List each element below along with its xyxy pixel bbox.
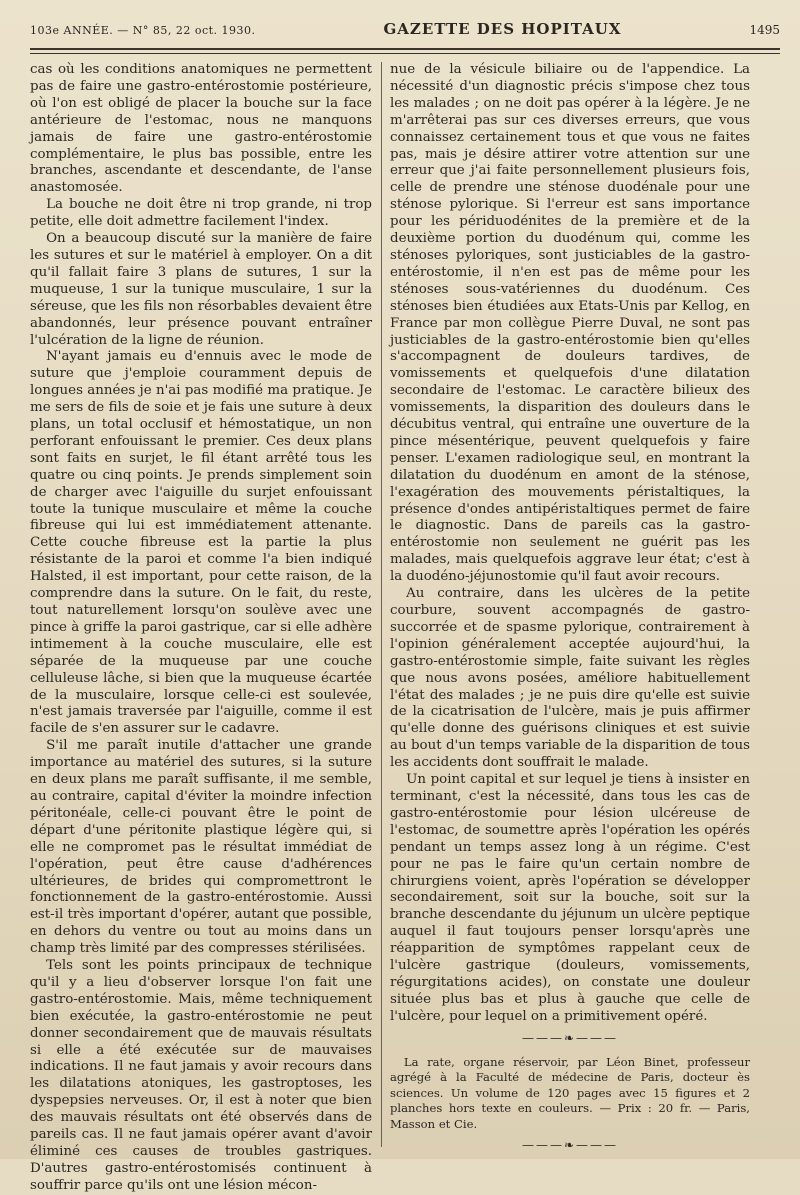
paragraph: Tels sont les points principaux de technique qu'il y a lieu d'observer lorsque l'on fait une gastro-entérostomie. Mais, même techniquement bien exécutée, la gastro-entérostomie ne peut donner secondairement que de mauvais résultats si elle a été exécutée sur de mauvaises indications. Il ne faut jamais y avoir recours dans les dilatations atoniques, les gastroptoses, les dyspepsies nerveuses. Or, il est à noter que bien des mauvais résultats ont été observés dans de pareils cas. Il ne faut jamais opérer avant d'avoir éliminé ces causes de troubles gastriques. D'autres gastro-entérostomisés continuent à souffrir parce qu'ils ont une lésion mécon- (30, 958, 372, 1193)
section-ornament: ———❧——— (521, 1030, 619, 1045)
issue-info: 103e ANNÉE. — N° 85, 22 oct. 1930. (30, 24, 256, 37)
end-ornament: ———❧——— (521, 1137, 619, 1152)
left-column (30, 62, 372, 1195)
page-number: 1495 (749, 23, 780, 37)
paragraph: N'ayant jamais eu d'ennuis avec le mode de suture que j'emploie couramment depuis de longues années je n'ai pas modifié ma pratique. Je me sers de fils de soie et je fais une suture à deux plans, un total occlusif et hémostatique, un non perforant enfouissant le premier. Ces deux plans sont faits en surjet, le fil étant arrêté tous les quatre ou cinq points. Je prends simplement soin de charger avec l'aiguille du surjet enfouissant toute la tunique musculaire et même la couche fibreuse qui lui est immédiatement attenante. Cette couche fibreuse est la partie la plus résistante de la paroi et comme l'a bien indiqué Halsted, il est important, pour cette raison, de la comprendre dans la suture. On le fait, du reste, tout naturellement lorsqu'on soulève avec une pince à griffe la paroi gastrique, car si elle adhère intimement à la couche musculaire, elle est séparée de la muqueuse par une couche celluleuse lâche, si bien que la muqueuse écartée de la musculaire, lorsque celle-ci est soulevée, n'est jamais traversée par l'aiguille, comme il est facile de s'en assurer sur le cadavre. (30, 349, 372, 737)
page-header (30, 20, 780, 46)
paragraph: On a beaucoup discuté sur la manière de faire les sutures et sur le matériel à employer. On a dit qu'il fallait faire 3 plans de sutures, 1 sur la muqueuse, 1 sur la tunique musculaire, 1 sur la séreuse, que les fils non résorbables devaient être abandonnés, leur présence pouvant entraîner l'ulcération de la ligne de réunion. (30, 231, 372, 348)
book-notice: La rate, organe réservoir, par Léon Binet, professeur agrégé à la Faculté de médecine de Paris, docteur ès sciences. Un volume de 120 pages avec 15 figures et 2 planches hors texte en couleurs. — Prix : 20 fr. — Paris, Masson et Cie. (390, 1054, 750, 1131)
column-divider (381, 62, 382, 1147)
header-rule-thin (30, 53, 780, 54)
paragraph: S'il me paraît inutile d'attacher une grande importance au matériel des sutures, si la suture en deux plans me paraît suffisante, il me semble, au contraire, capital d'éviter la moindre infection péritonéale, celle-ci pouvant être le point de départ d'une péritonite plastique légère qui, si elle ne compromet pas le résultat immédiat de l'opération, peut être cause d'adhérences ultérieures, de brides qui compromettront le fonctionnement de la gastro-entérostomie. Aussi est-il très important d'opérer, autant que possible, en dehors du ventre ou tout au moins dans un champ très limité par des compresses stérilisées. (30, 738, 372, 957)
paragraph: nue de la vésicule biliaire ou de l'appendice. La nécessité d'un diagnostic précis s'impose chez tous les malades ; on ne doit pas opérer à la légère. Je ne m'arrêterai pas sur ces diverses erreurs, que vous connaissez certainement tous et que vous ne faites pas, mais je désire attirer votre attention sur une erreur que j'ai faite personnellement plusieurs fois, celle de prendre une sténose duodénale pour une sténose pylorique. Si l'erreur est sans importance pour les périduodénites de la première et de la deuxième portion du duodénum qui, comme les sténoses pyloriques, sont justiciables de la gastro-entérostomie, il n'en est pas de même pour les sténoses sous-vatériennes du duodénum. Ces sténoses bien étudiées aux Etats-Unis par Kellog, en France par mon collègue Pierre Duval, ne sont pas justiciables de la gastro-entérostomie bien qu'elles s'accompagnent de douleurs tardives, de vomissements et quelquefois d'une dilatation secondaire de l'estomac. Le caractère bilieux des vomissements, la disparition des douleurs dans le décubitus ventral, qui entraîne une ouverture de la pince mésentérique, peuvent quelquefois y faire penser. L'examen radiologique seul, en montrant la dilatation du duodénum en amont de la sténose, l'exagération des mouvements péristaltiques, la présence d'ondes antipéristaltiques permet de faire le diagnostic. Dans de pareils cas la gastro-entérostomie non seulement ne guérit pas les malades, mais quelquefois aggrave leur état; c'est à la duodéno-jéjunostomie qu'il faut avoir recours. (390, 62, 750, 585)
journal-title: GAZETTE DES HOPITAUX (383, 20, 622, 38)
header-rule (30, 48, 780, 50)
right-column (390, 62, 750, 1161)
paragraph: Au contraire, dans les ulcères de la petite courbure, souvent accompagnés de gastro-succorrée et de spasme pylorique, contrairement à l'opinion généralement acceptée aujourd'hui, la gastro-entérostomie simple, faite suivant les règles que nous avons posées, améliore habituellement l'état des malades ; je ne puis dire qu'elle est suivie de la cicatrisation de l'ulcère, mais je puis affirmer qu'elle donne des guérisons cliniques et est suivie au bout d'un temps variable de la disparition de tous les accidents dont souffrait le malade. (390, 586, 750, 771)
paragraph: Un point capital et sur lequel je tiens à insister en terminant, c'est la nécessité, dans tous les cas de gastro-entérostomie pour lésion ulcéreuse de l'estomac, de soumettre après l'opération les opérés pendant un temps assez long à un régime. C'est pour ne pas le faire qu'un certain nombre de chirurgiens voient, après l'opération se développer secondairement, soit sur la bouche, soit sur la branche descendante du jéjunum un ulcère peptique auquel il faut toujours penser lorsqu'après une réapparition de symptômes rappelant ceux de l'ulcère gastrique (douleurs, vomissements, régurgitations acides), on constate une douleur située plus bas et plus à gauche que celle de l'ulcère, pour lequel on a primitivement opéré. (390, 772, 750, 1024)
paragraph: La bouche ne doit être ni trop grande, ni trop petite, elle doit admettre facilement l'index. (30, 197, 372, 230)
paragraph: cas où les conditions anatomiques ne permettent pas de faire une gastro-entérostomie postérieure, où l'on est obligé de placer la bouche sur la face antérieure de l'estomac, nous ne manquons jamais de faire une gastro-entérostomie complémentaire, le plus bas possible, entre les branches, ascendante et descendante, de l'anse anastomosée. (30, 62, 372, 196)
